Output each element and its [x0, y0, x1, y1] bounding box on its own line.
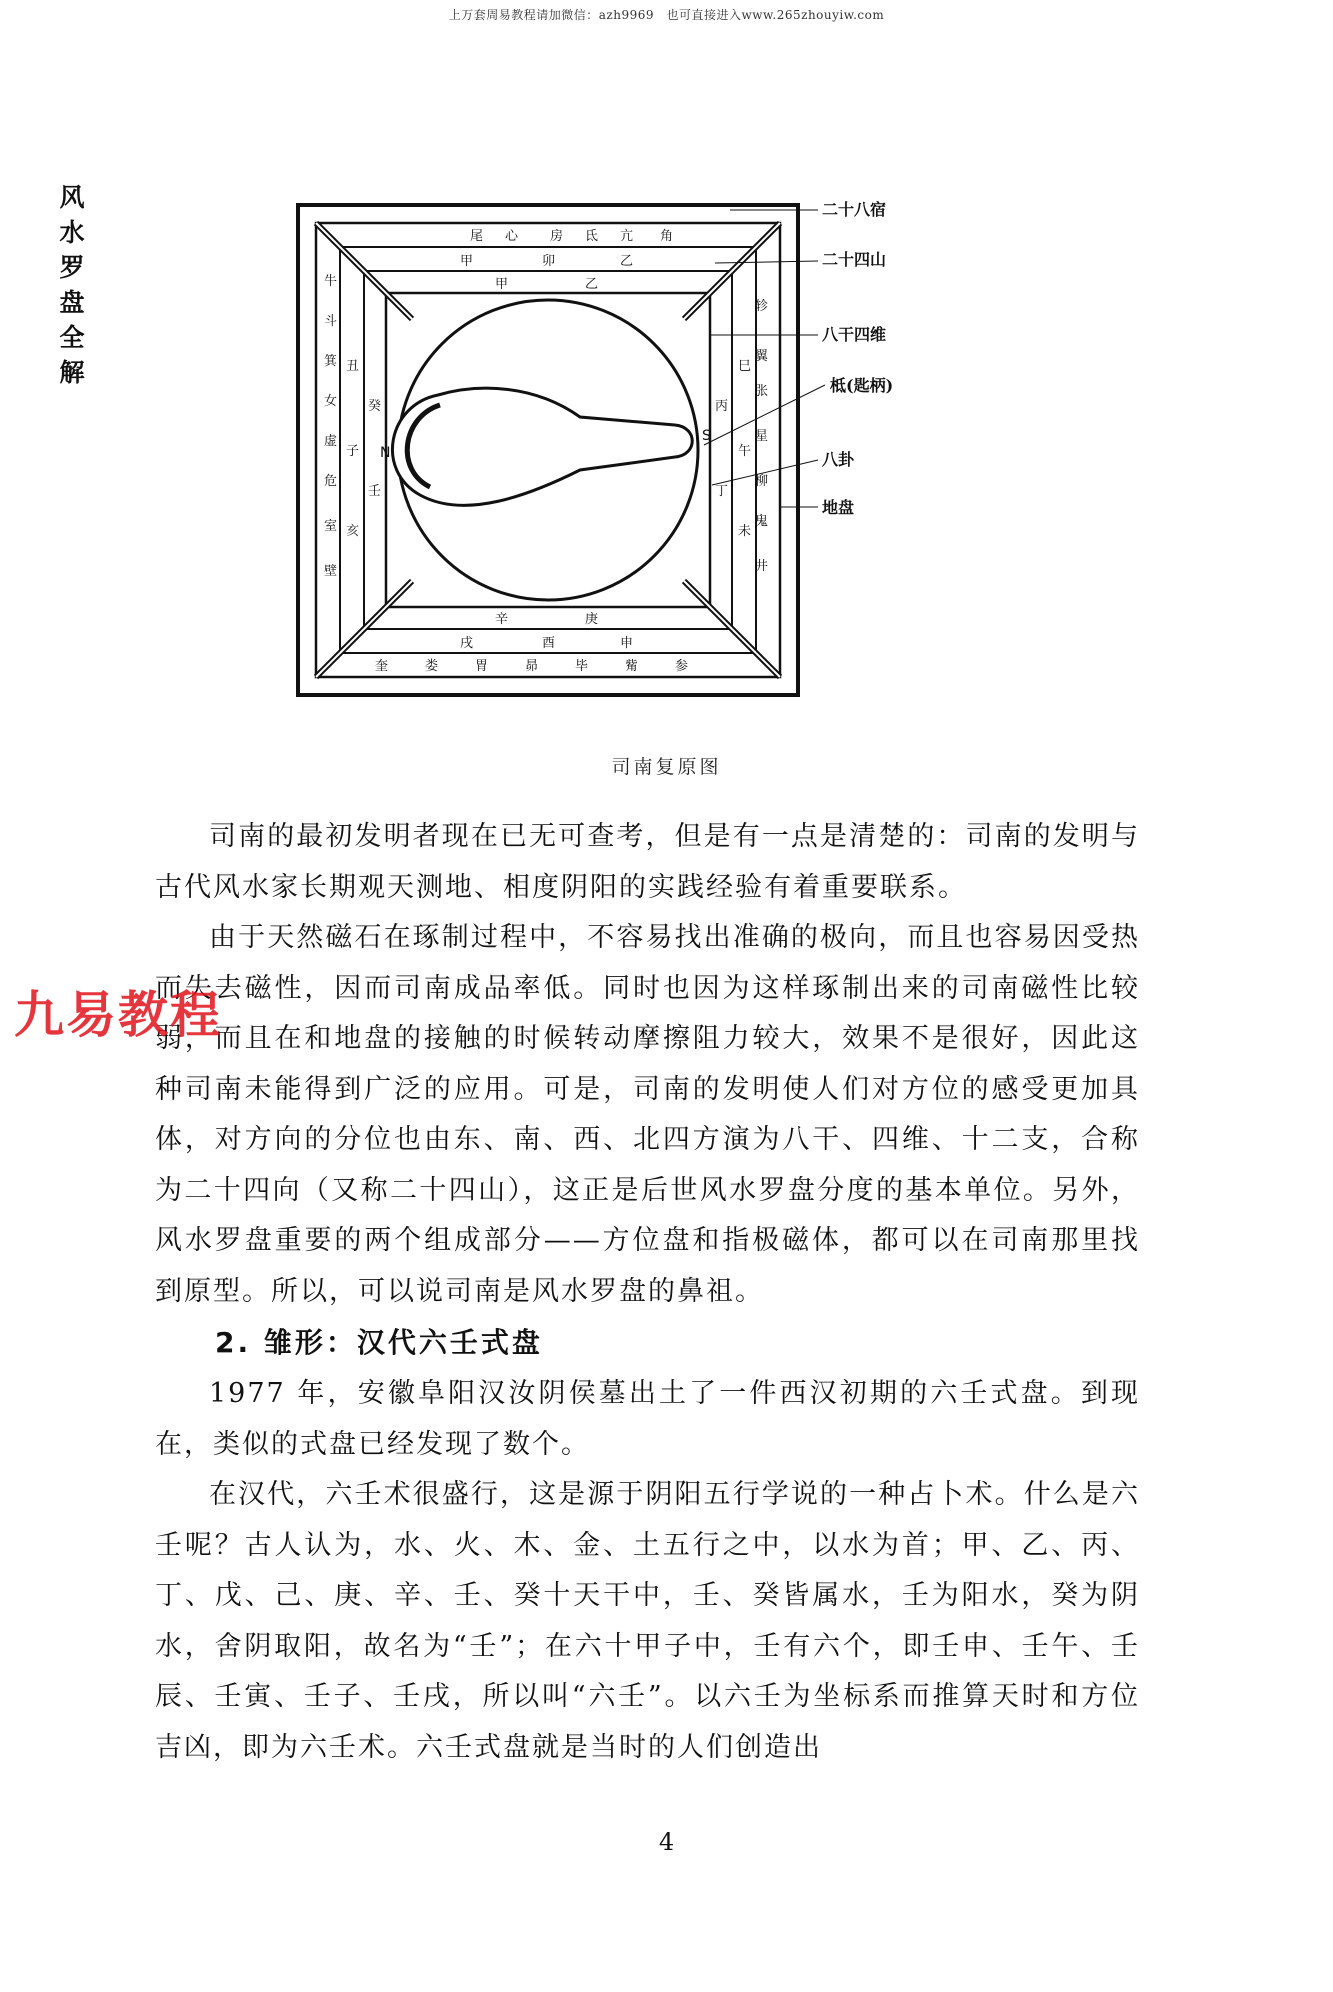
stem-char: 乙: [585, 277, 599, 292]
title-char: 罗: [59, 253, 85, 282]
callout-label: 二十八宿: [822, 200, 887, 219]
title-char: 盘: [59, 288, 85, 317]
branch-char: 未: [738, 524, 752, 539]
stem-char: 辛: [495, 612, 509, 627]
mansion-char: 娄: [425, 659, 439, 674]
title-char: 水: [59, 218, 85, 247]
figure-caption: 司南复原图: [611, 756, 722, 778]
section-heading: 2. 雏形：汉代六壬式盘: [215, 1326, 543, 1359]
paragraph: 司南的最初发明者现在已无可查考，但是有一点是清楚的：司南的发明与古代风水家长期观天测地、相度阴阳的实践经验有着重要联系。: [155, 821, 1140, 903]
header-note: 上万套周易教程请加微信：azh9969 也可直接进入www.265zhouyiw.com: [448, 8, 885, 22]
stem-char: 丙: [715, 399, 729, 414]
book-title-vertical: [52, 180, 92, 390]
mansion-char: 觜: [625, 659, 639, 674]
mansion-char: 尾: [470, 229, 484, 244]
mansion-char: 牛: [324, 274, 338, 289]
mansion-char: 奎: [375, 659, 389, 674]
mansion-char: 参: [675, 659, 689, 674]
branch-char: 卯: [542, 254, 556, 269]
branch-char: 戌: [460, 636, 474, 651]
stem-char: 丁: [715, 484, 729, 499]
mansion-char: 虚: [324, 434, 338, 449]
branch-char: 乙: [620, 254, 634, 269]
branch-char: 丑: [346, 359, 360, 374]
mansion-char: 氐: [585, 229, 599, 244]
south-letter: S: [702, 428, 711, 444]
mansion-char: 心: [505, 229, 519, 244]
mansion-char: 昴: [525, 659, 539, 674]
north-letter: N: [380, 445, 391, 461]
mansion-char: 轸: [755, 299, 769, 314]
stem-char: 庚: [585, 612, 599, 627]
page-number: 4: [658, 1828, 675, 1856]
body-text: [155, 812, 1140, 1773]
callout-label: 柢(匙柄): [830, 376, 894, 395]
stem-char: 甲: [495, 277, 509, 292]
mansion-char: 亢: [620, 229, 634, 244]
branch-char: 申: [620, 636, 634, 651]
mansion-char: 危: [324, 474, 338, 489]
branch-char: 亥: [346, 524, 360, 539]
mansion-char: 胃: [475, 659, 489, 674]
title-char: 风: [59, 183, 85, 212]
sinan-diagram-svg: [280, 195, 1020, 715]
mansion-char: 翼: [755, 349, 769, 364]
sinan-diagram: [280, 195, 1020, 715]
paragraph: 由于天然磁石在琢制过程中，不容易找出准确的极向，而且也容易因受热而失去磁性，因而司南成品率低。同时也因为这样琢制出来的司南磁性比较弱，而且在和地盘的接触的时候转动摩擦阻力较大，效果不是很好，因此这种司南未能得到广泛的应用。可是，司南的发明使人们对方位的感受更加具体，对方向的分位也由东、南、西、北四方演为八干、四维、十二支，合称为二十四向（又称二十四山），这正是后世风水罗盘分度的基本单位。另外，风水罗盘重要的两个组成部分——方位盘和指极磁体，都可以在司南那里找到原型。所以，可以说司南是风水罗盘的鼻祖。: [155, 922, 1140, 1307]
mansion-char: 井: [755, 559, 769, 574]
mansion-char: 斗: [324, 314, 338, 329]
mansion-char: 箕: [324, 354, 338, 369]
branch-char: 巳: [738, 359, 752, 374]
mansion-char: 房: [550, 229, 564, 244]
paragraph: 在汉代，六壬术很盛行，这是源于阴阳五行学说的一种占卜术。什么是六壬呢？古人认为，水、火、木、金、土五行之中，以水为首；甲、乙、丙、丁、戊、己、庚、辛、壬、癸十天干中，壬、癸皆属水，壬为阳水，癸为阴水，舍阴取阳，故名为“壬”；在六十甲子中，壬有六个，即壬申、壬午、壬辰、壬寅、壬子、壬戌，所以叫“六壬”。以六壬为坐标系而推算天时和方位吉凶，即为六壬术。六壬式盘就是当时的人们创造出: [155, 1479, 1140, 1763]
mansion-char: 室: [324, 519, 338, 534]
mansion-char: 星: [755, 429, 769, 444]
mansion-char: 壁: [324, 564, 338, 579]
callout-label: 地盘: [822, 498, 855, 517]
mansion-char: 角: [660, 229, 674, 244]
watermark: 九易教程: [14, 986, 222, 1044]
title-char: 全: [59, 323, 85, 352]
paragraph: 1977 年，安徽阜阳汉汝阴侯墓出土了一件西汉初期的六壬式盘。到现在，类似的式盘已经发现了数个。: [155, 1378, 1140, 1460]
mansion-char: 女: [324, 394, 338, 409]
branch-char: 子: [346, 444, 360, 459]
title-char: 解: [59, 358, 85, 387]
callout-label: 八干四维: [822, 325, 887, 344]
callout-label: 八卦: [822, 450, 855, 469]
branch-char: 酉: [542, 636, 556, 651]
stem-char: 癸: [368, 399, 382, 414]
mansion-char: 鬼: [755, 514, 769, 529]
mansion-char: 柳: [755, 474, 769, 489]
branch-char: 甲: [460, 254, 474, 269]
callout-label: 二十四山: [822, 250, 887, 269]
stem-char: 壬: [368, 484, 382, 499]
branch-char: 午: [738, 444, 752, 459]
mansion-char: 张: [755, 384, 769, 399]
mansion-char: 毕: [575, 659, 589, 674]
